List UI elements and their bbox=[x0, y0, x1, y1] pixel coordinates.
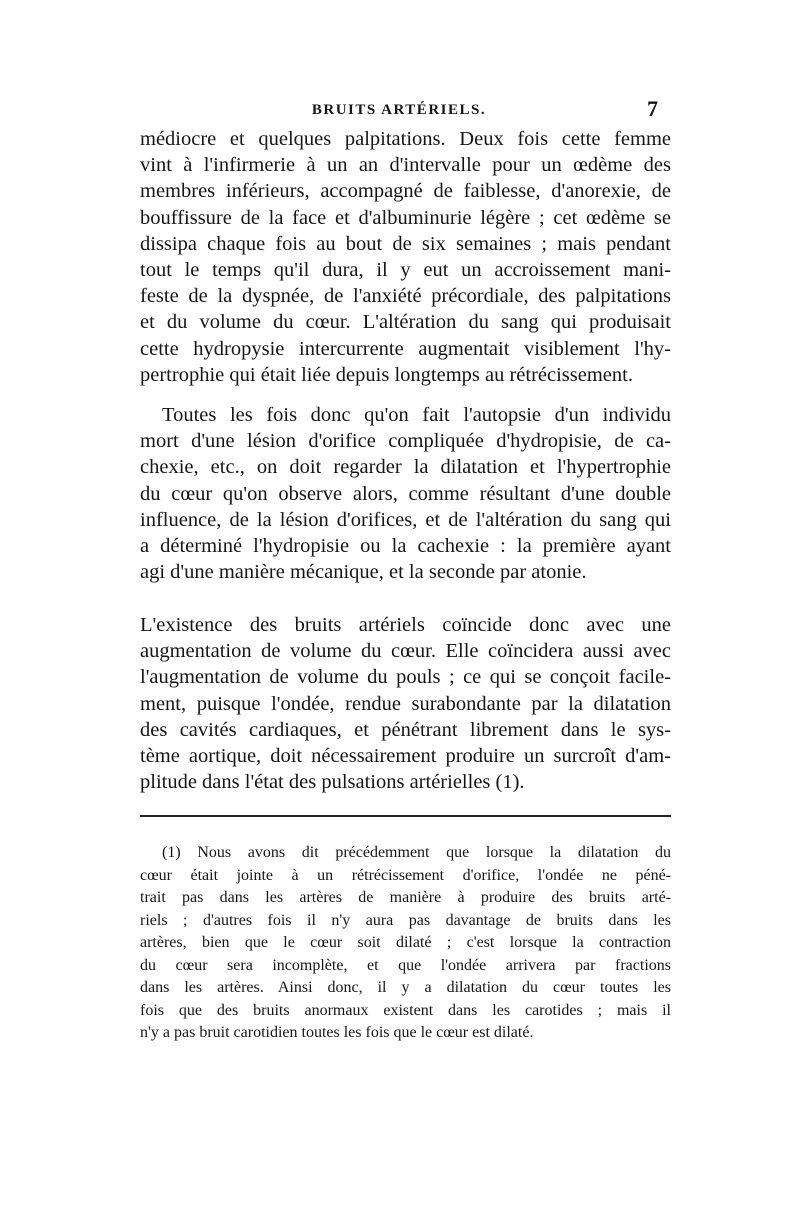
footnote-rule bbox=[140, 815, 671, 817]
text-line: chexie, etc., on doit regarder la dilatation et l'hypertrophie bbox=[140, 456, 671, 479]
paragraph-arterial-sounds bbox=[140, 612, 671, 795]
text-line: tout le temps qu'il dura, il y eut un accroissement mani- bbox=[140, 258, 671, 281]
text-line: membres inférieurs, accompagné de faiblesse, d'anorexie, de bbox=[140, 180, 671, 203]
footnote-line: cœur était jointe à un rétrécissement d'orifice, l'ondée ne péné- bbox=[140, 866, 671, 884]
text-line: plitude dans l'état des pulsations artérielles (1). bbox=[140, 771, 525, 794]
text-line: du cœur qu'on observe alors, comme résultant d'une double bbox=[140, 482, 671, 505]
paragraph-autopsy bbox=[140, 402, 671, 585]
footnote-line: dans les artères. Ainsi donc, il y a dilatation du cœur toutes les bbox=[140, 979, 671, 996]
text-line: a déterminé l'hydropisie ou la cachexie : la première ayant bbox=[140, 534, 671, 557]
text-line: bouffissure de la face et d'albuminurie légère ; cet œdème se bbox=[140, 206, 671, 229]
text-line: agi d'une manière mécanique, et la seconde par atonie. bbox=[140, 561, 587, 584]
text-line: Toutes les fois donc qu'on fait l'autopsie d'un individu bbox=[162, 404, 671, 426]
page-number: 7 bbox=[647, 96, 658, 121]
running-title: BRUITS ARTÉRIELS. bbox=[311, 102, 487, 118]
footnote-line: trait pas dans les artères de manière à produire des bruits arté- bbox=[140, 889, 671, 906]
text-line: influence, de la lésion d'orifices, et de l'altération du sang qui bbox=[140, 508, 671, 531]
text-line: tème aortique, doit nécessairement produire un surcroît d'am- bbox=[140, 744, 671, 767]
text-line: augmentation de volume du cœur. Elle coïncidera aussi avec bbox=[140, 640, 671, 663]
footnote-line: fois que des bruits anormaux existent dans les carotides ; mais il bbox=[140, 1001, 671, 1019]
text-line: pertrophie qui était liée depuis longtemps au rétrécissement. bbox=[140, 363, 633, 386]
text-line: et du volume du cœur. L'altération du sang qui produisait bbox=[140, 311, 671, 334]
footnote-line: (1) Nous avons dit précédemment que lorsque la dilatation du bbox=[162, 844, 671, 861]
text-line: cette hydropysie intercurrente augmentait visiblement l'hy- bbox=[140, 337, 671, 360]
footnote-line: riels ; d'autres fois il n'y aura pas davantage de bruits dans les bbox=[140, 911, 671, 929]
text-line: l'augmentation de volume du pouls ; ce qui se conçoit facile- bbox=[140, 666, 671, 689]
text-line: vint à l'infirmerie à un an d'intervalle pour un œdème des bbox=[140, 154, 671, 177]
text-line: ment, puisque l'ondée, rendue surabondante par la dilatation bbox=[140, 692, 671, 715]
text-line: dissipa chaque fois au bout de six semaines ; mais pendant bbox=[140, 232, 671, 255]
footnote-line: du cœur sera incomplète, et que l'ondée arrivera par fractions bbox=[140, 956, 671, 974]
footnote bbox=[140, 842, 671, 1045]
paragraph-continued bbox=[140, 126, 671, 388]
text-line: mort d'une lésion d'orifice compliquée d'hydropisie, de ca- bbox=[140, 430, 671, 453]
text-line: des cavités cardiaques, et pénétrant librement dans le sys- bbox=[140, 718, 671, 741]
footnote-line: n'y a pas bruit carotidien toutes les fois que le cœur est dilaté. bbox=[140, 1024, 534, 1041]
text-line: L'existence des bruits artériels coïncide donc avec une bbox=[140, 614, 671, 636]
text-line: médiocre et quelques palpitations. Deux fois cette femme bbox=[140, 128, 671, 150]
running-head bbox=[140, 96, 658, 122]
text-line: feste de la dyspnée, de l'anxiété précordiale, des palpitations bbox=[140, 285, 671, 308]
footnote-line: artères, bien que le cœur soit dilaté ; c'est lorsque la contraction bbox=[140, 934, 671, 951]
